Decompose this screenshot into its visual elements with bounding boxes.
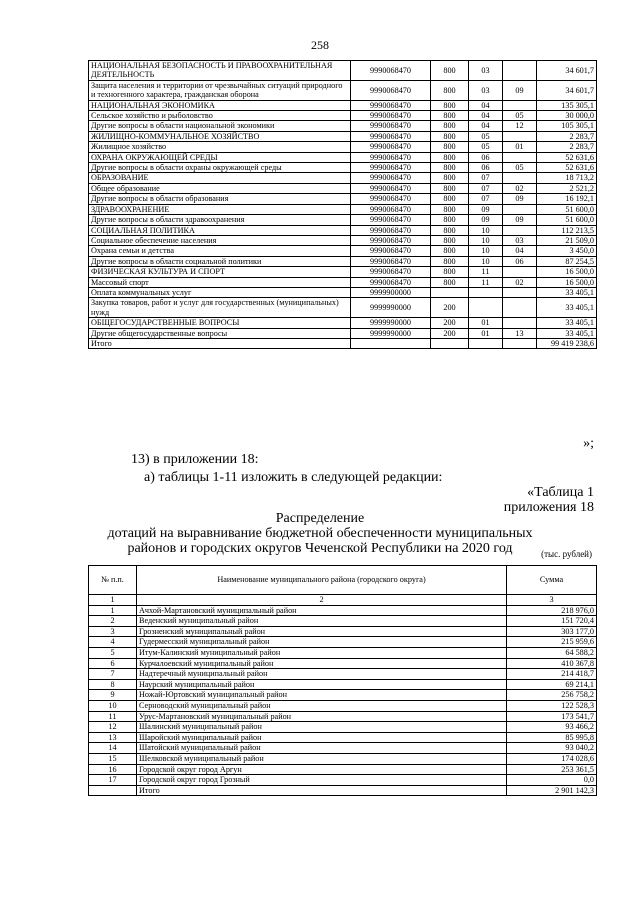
- table2-cell-num: 17: [89, 775, 137, 786]
- table1-cell-vr: 800: [431, 121, 469, 131]
- table1-row: [89, 121, 597, 131]
- table1-cell-vr: [431, 338, 469, 348]
- table1-cell-rz: 03: [469, 61, 503, 81]
- header-num: № п.п.: [89, 566, 137, 595]
- table2-cell-sum: 93 040,2: [507, 743, 597, 754]
- table2-row: [89, 753, 597, 764]
- table1-cell-vr: 800: [431, 194, 469, 204]
- table1-cell-rz: 10: [469, 246, 503, 256]
- table1-cell-vr: 200: [431, 328, 469, 338]
- table1-row: [89, 246, 597, 256]
- table2-cell-sum: 174 028,6: [507, 753, 597, 764]
- table1-cell-name: Другие вопросы в области национальной экономики: [89, 121, 351, 131]
- table1-cell-vr: 800: [431, 152, 469, 162]
- header-sum: Сумма: [507, 566, 597, 595]
- table1-cell-rz: 09: [469, 204, 503, 214]
- table1-cell-vr: 200: [431, 318, 469, 328]
- table2-row: [89, 679, 597, 690]
- table1-cell-pr: 05: [503, 111, 537, 121]
- table1-row: [89, 287, 597, 297]
- table2-index-row: [89, 595, 597, 606]
- table1-cell-sum: 16 192,1: [537, 194, 597, 204]
- table1-row: [89, 131, 597, 141]
- table1-cell-rz: 11: [469, 267, 503, 277]
- title-line2: дотаций на выравнивание бюджетной обеспеченности муниципальных: [107, 526, 533, 541]
- table1-cell-code: 9990068470: [351, 215, 431, 225]
- table1-cell-name: ЗДРАВООХРАНЕНИЕ: [89, 204, 351, 214]
- table1-cell-sum: 3 450,0: [537, 246, 597, 256]
- table1-cell-rz: 04: [469, 111, 503, 121]
- table2-cell-sum: 122 528,3: [507, 700, 597, 711]
- table1-cell-name: ЖИЛИЩНО-КОММУНАЛЬНОЕ ХОЗЯЙСТВО: [89, 131, 351, 141]
- table1-cell-sum: 30 000,0: [537, 111, 597, 121]
- expenditure-table: [88, 60, 597, 349]
- table1-cell-sum: 34 601,7: [537, 61, 597, 81]
- table1-cell-code: 9990068470: [351, 183, 431, 193]
- table1-cell-pr: [503, 318, 537, 328]
- table1-cell-code: [351, 338, 431, 348]
- table2-cell-name: Итум-Калинский муниципальный район: [137, 647, 507, 658]
- table1-cell-rz: 05: [469, 142, 503, 152]
- table1-cell-code: 9990068470: [351, 163, 431, 173]
- table1-cell-vr: 800: [431, 277, 469, 287]
- table1-cell-rz: 09: [469, 215, 503, 225]
- title-line3: районов и городских округов Чеченской Республики на 2020 год: [127, 541, 513, 556]
- table2-cell-num: 14: [89, 743, 137, 754]
- item-13: 13) в приложении 18:: [131, 452, 259, 467]
- table1-cell-sum: 33 405,1: [537, 318, 597, 328]
- table2-cell-name: Ачхой-Мартановский муниципальный район: [137, 605, 507, 616]
- table1-cell-sum: 34 601,7: [537, 80, 597, 100]
- table1-cell-pr: [503, 173, 537, 183]
- table2-cell-name: Урус-Мартановский муниципальный район: [137, 711, 507, 722]
- table2-row: [89, 605, 597, 616]
- table1-cell-code: 9990068470: [351, 256, 431, 266]
- table1-cell-name: Другие вопросы в области охраны окружающей среды: [89, 163, 351, 173]
- table1-cell-pr: 02: [503, 183, 537, 193]
- table1-cell-code: 9990068470: [351, 80, 431, 100]
- table1-cell-rz: 04: [469, 121, 503, 131]
- table1-cell-vr: 800: [431, 100, 469, 110]
- table1-cell-vr: 800: [431, 256, 469, 266]
- table2-row: [89, 722, 597, 733]
- table1-cell-rz: [469, 298, 503, 318]
- table1-row: [89, 111, 597, 121]
- table2-cell-sum: 93 466,2: [507, 722, 597, 733]
- table1-cell-vr: 800: [431, 163, 469, 173]
- table1-cell-name: НАЦИОНАЛЬНАЯ БЕЗОПАСНОСТЬ И ПРАВООХРАНИТЕЛЬНАЯ ДЕЯТЕЛЬНОСТЬ: [89, 61, 351, 81]
- table2-cell-sum: 151 720,4: [507, 616, 597, 627]
- table2-cell-num: 7: [89, 669, 137, 680]
- table1-cell-pr: [503, 131, 537, 141]
- table1-row: [89, 267, 597, 277]
- table1-cell-sum: 16 500,0: [537, 267, 597, 277]
- table2-cell-name: Городской округ город Аргун: [137, 764, 507, 775]
- table1-cell-vr: 800: [431, 111, 469, 121]
- table1-cell-code: 9999990000: [351, 328, 431, 338]
- table1-cell-name: Охрана семьи и детства: [89, 246, 351, 256]
- table2-cell-sum: 214 418,7: [507, 669, 597, 680]
- table2-cell-num: 10: [89, 700, 137, 711]
- table1-cell-name: НАЦИОНАЛЬНАЯ ЭКОНОМИКА: [89, 100, 351, 110]
- table2-row: [89, 732, 597, 743]
- table2-cell-name: Гудермесский муниципальный район: [137, 637, 507, 648]
- table1-row: [89, 163, 597, 173]
- table1-cell-sum: 112 213,5: [537, 225, 597, 235]
- title-line1: Распределение: [275, 511, 365, 526]
- table2-cell-sum: 218 976,0: [507, 605, 597, 616]
- table2-cell-sum: 85 995,8: [507, 732, 597, 743]
- table1-row: [89, 142, 597, 152]
- table1-cell-name: СОЦИАЛЬНАЯ ПОЛИТИКА: [89, 225, 351, 235]
- table1-cell-rz: 06: [469, 152, 503, 162]
- table1-cell-name: Защита населения и территории от чрезвычайных ситуаций природного и техногенного характера, гражданская оборона: [89, 80, 351, 100]
- table1-cell-pr: [503, 61, 537, 81]
- table2-row: [89, 626, 597, 637]
- table1-cell-rz: [469, 287, 503, 297]
- index-num: 1: [89, 595, 137, 606]
- table1-cell-sum: 52 631,6: [537, 163, 597, 173]
- table1-cell-code: 9990068470: [351, 225, 431, 235]
- table1-cell-pr: [503, 204, 537, 214]
- table1-cell-code: 9990068470: [351, 173, 431, 183]
- table1-cell-code: 9990068470: [351, 204, 431, 214]
- table2-cell-name: Наурский муниципальный район: [137, 679, 507, 690]
- table1-cell-name: Итого: [89, 338, 351, 348]
- table1-cell-vr: 800: [431, 204, 469, 214]
- table1-cell-code: 9990068470: [351, 277, 431, 287]
- table1-cell-pr: 12: [503, 121, 537, 131]
- table1-cell-pr: 09: [503, 194, 537, 204]
- table1-row: [89, 328, 597, 338]
- page-number: 258: [311, 38, 329, 52]
- table1-cell-code: 9990068470: [351, 235, 431, 245]
- table1-cell-pr: [503, 287, 537, 297]
- table1-cell-vr: 800: [431, 225, 469, 235]
- table2-cell-num: 16: [89, 764, 137, 775]
- table2-row: [89, 775, 597, 786]
- table1-cell-pr: 09: [503, 80, 537, 100]
- table2-cell-sum: 69 214,1: [507, 679, 597, 690]
- table1-cell-vr: 800: [431, 267, 469, 277]
- table1-cell-code: 9990068470: [351, 100, 431, 110]
- table1-cell-vr: 800: [431, 61, 469, 81]
- table1-cell-vr: 800: [431, 246, 469, 256]
- table1-cell-sum: 51 600,0: [537, 204, 597, 214]
- table1-cell-rz: 07: [469, 173, 503, 183]
- table1-row: [89, 173, 597, 183]
- table1-cell-name: ОБРАЗОВАНИЕ: [89, 173, 351, 183]
- table1-row: [89, 215, 597, 225]
- table2-cell-sum: 215 959,6: [507, 637, 597, 648]
- table1-cell-code: 9990068470: [351, 246, 431, 256]
- table2-cell-num: 13: [89, 732, 137, 743]
- table1-cell-sum: 2 283,7: [537, 142, 597, 152]
- table1-cell-sum: 2 283,7: [537, 131, 597, 141]
- table1-cell-code: 9990068470: [351, 121, 431, 131]
- table1-row: [89, 152, 597, 162]
- table1-cell-code: 9990068470: [351, 131, 431, 141]
- table2-cell-sum: 303 177,0: [507, 626, 597, 637]
- table2-cell-name: Серноводский муниципальный район: [137, 700, 507, 711]
- table2-cell-name: Итого: [137, 785, 507, 796]
- table1-cell-pr: 09: [503, 215, 537, 225]
- table1-cell-rz: 11: [469, 277, 503, 287]
- table1-cell-pr: 02: [503, 277, 537, 287]
- table1-row: [89, 183, 597, 193]
- table1-cell-name: Другие общегосударственные вопросы: [89, 328, 351, 338]
- table1-cell-pr: 04: [503, 246, 537, 256]
- table1-row: [89, 80, 597, 100]
- quote-close: »;: [583, 436, 594, 451]
- table1-cell-rz: [469, 338, 503, 348]
- table1-cell-rz: 01: [469, 318, 503, 328]
- table1-cell-name: Сельское хозяйство и рыболовство: [89, 111, 351, 121]
- table1-cell-code: 9990068470: [351, 152, 431, 162]
- table2-row: [89, 700, 597, 711]
- table2-cell-num: 2: [89, 616, 137, 627]
- table2-cell-sum: 253 361,5: [507, 764, 597, 775]
- table1-cell-pr: 05: [503, 163, 537, 173]
- table1-row: [89, 338, 597, 348]
- table2-cell-num: [89, 785, 137, 796]
- item-13a: а) таблицы 1-11 изложить в следующей редакции:: [144, 470, 443, 485]
- table1-cell-sum: 33 405,1: [537, 328, 597, 338]
- table2-cell-name: Надтеречный муниципальный район: [137, 669, 507, 680]
- table1-cell-vr: 800: [431, 131, 469, 141]
- table2-cell-sum: 256 758,2: [507, 690, 597, 701]
- table1-cell-code: 9990068470: [351, 61, 431, 81]
- table1-cell-rz: 04: [469, 100, 503, 110]
- table1-cell-pr: 06: [503, 256, 537, 266]
- table1-cell-name: ФИЗИЧЕСКАЯ КУЛЬТУРА И СПОРТ: [89, 267, 351, 277]
- table1-cell-sum: 99 419 238,6: [537, 338, 597, 348]
- table2-cell-num: 3: [89, 626, 137, 637]
- units-label: (тыс. рублей): [541, 549, 592, 559]
- table1-cell-sum: 16 500,0: [537, 277, 597, 287]
- table1-row: [89, 318, 597, 328]
- table1-cell-rz: 03: [469, 80, 503, 100]
- table1-cell-vr: 800: [431, 173, 469, 183]
- table1-cell-sum: 135 305,1: [537, 100, 597, 110]
- table1-cell-sum: 52 631,6: [537, 152, 597, 162]
- table1-cell-sum: 21 509,0: [537, 235, 597, 245]
- table1-cell-sum: 87 254,5: [537, 256, 597, 266]
- table2-cell-num: 12: [89, 722, 137, 733]
- table1-row: [89, 277, 597, 287]
- table1-cell-code: 9990068470: [351, 267, 431, 277]
- table1-row: [89, 204, 597, 214]
- table1-cell-code: 9999990000: [351, 318, 431, 328]
- table1-cell-pr: [503, 338, 537, 348]
- table2-row: [89, 647, 597, 658]
- table1-cell-code: 9990068470: [351, 142, 431, 152]
- table2-cell-sum: 0,0: [507, 775, 597, 786]
- table2-cell-name: Шалинский муниципальный район: [137, 722, 507, 733]
- table-ref-line2: приложения 18: [503, 500, 594, 515]
- table1-row: [89, 61, 597, 81]
- index-sum: 3: [507, 595, 597, 606]
- table1-cell-vr: 800: [431, 183, 469, 193]
- table2-cell-name: Шатойский муниципальный район: [137, 743, 507, 754]
- table1-cell-pr: 01: [503, 142, 537, 152]
- table1-row: [89, 298, 597, 318]
- table1-cell-name: Другие вопросы в области социальной политики: [89, 256, 351, 266]
- table2-cell-sum: 173 541,7: [507, 711, 597, 722]
- table1-cell-pr: [503, 267, 537, 277]
- table2-row: [89, 669, 597, 680]
- table1-cell-pr: 03: [503, 235, 537, 245]
- table-ref-line1: «Таблица 1: [527, 485, 594, 500]
- table2-row: [89, 764, 597, 775]
- table1-cell-vr: 800: [431, 142, 469, 152]
- table2-cell-sum: 64 588,2: [507, 647, 597, 658]
- table1-cell-name: Закупка товаров, работ и услуг для государственных (муниципальных) нужд: [89, 298, 351, 318]
- table2-cell-num: 5: [89, 647, 137, 658]
- table2-cell-num: 8: [89, 679, 137, 690]
- table1-cell-rz: 07: [469, 194, 503, 204]
- table1-row: [89, 225, 597, 235]
- table1-cell-code: 9990068470: [351, 194, 431, 204]
- table1-row: [89, 235, 597, 245]
- table1-cell-rz: 06: [469, 163, 503, 173]
- table1-cell-name: ОХРАНА ОКРУЖАЮЩЕЙ СРЕДЫ: [89, 152, 351, 162]
- table2-cell-name: Шелковской муниципальный район: [137, 753, 507, 764]
- table2-row: [89, 637, 597, 648]
- table1-cell-name: Другие вопросы в области здравоохранения: [89, 215, 351, 225]
- table1-cell-rz: 01: [469, 328, 503, 338]
- table2-cell-num: 9: [89, 690, 137, 701]
- table1-cell-vr: 200: [431, 298, 469, 318]
- table1-cell-sum: 18 713,2: [537, 173, 597, 183]
- table1-cell-code: 9999990000: [351, 298, 431, 318]
- table1-cell-pr: [503, 298, 537, 318]
- subsidies-table: [88, 565, 597, 796]
- table1-row: [89, 256, 597, 266]
- table2-cell-num: 11: [89, 711, 137, 722]
- index-name: 2: [137, 595, 507, 606]
- table1-row: [89, 194, 597, 204]
- table1-cell-rz: 10: [469, 235, 503, 245]
- table1-cell-rz: 05: [469, 131, 503, 141]
- table1-cell-sum: 33 405,1: [537, 298, 597, 318]
- table1-cell-pr: [503, 225, 537, 235]
- table2-cell-num: 15: [89, 753, 137, 764]
- table1-cell-name: Общее образование: [89, 183, 351, 193]
- table1-cell-name: Оплата коммунальных услуг: [89, 287, 351, 297]
- table2-cell-num: 6: [89, 658, 137, 669]
- table2-row: [89, 616, 597, 627]
- table1-cell-name: Жилищное хозяйство: [89, 142, 351, 152]
- table1-cell-sum: 51 600,0: [537, 215, 597, 225]
- table2-cell-name: Курчалоевский муниципальный район: [137, 658, 507, 669]
- header-name: Наименование муниципального района (городского округа): [137, 566, 507, 595]
- table1-cell-rz: 07: [469, 183, 503, 193]
- table2-cell-sum: 410 367,8: [507, 658, 597, 669]
- table2-row: [89, 658, 597, 669]
- table2-row: [89, 690, 597, 701]
- table1-row: [89, 100, 597, 110]
- table1-cell-sum: 33 405,1: [537, 287, 597, 297]
- table1-cell-vr: [431, 287, 469, 297]
- table2-header-row: [89, 566, 597, 595]
- table1-cell-code: 9999900000: [351, 287, 431, 297]
- table2-cell-sum: 2 901 142,3: [507, 785, 597, 796]
- table1-cell-name: ОБЩЕГОСУДАРСТВЕННЫЕ ВОПРОСЫ: [89, 318, 351, 328]
- table1-cell-sum: 2 521,2: [537, 183, 597, 193]
- table1-cell-pr: [503, 152, 537, 162]
- table2-cell-name: Ножай-Юртовский муниципальный район: [137, 690, 507, 701]
- table1-cell-name: Социальное обеспечение населения: [89, 235, 351, 245]
- table1-cell-vr: 800: [431, 235, 469, 245]
- table2-cell-num: 4: [89, 637, 137, 648]
- table2-row: [89, 785, 597, 796]
- table2-cell-name: Шаройский муниципальный район: [137, 732, 507, 743]
- table2-row: [89, 711, 597, 722]
- table1-cell-sum: 105 305,1: [537, 121, 597, 131]
- table1-cell-rz: 10: [469, 256, 503, 266]
- table2-cell-name: Грозненский муниципальный район: [137, 626, 507, 637]
- table1-cell-code: 9990068470: [351, 111, 431, 121]
- table2-row: [89, 743, 597, 754]
- table1-cell-pr: [503, 100, 537, 110]
- table1-cell-pr: 13: [503, 328, 537, 338]
- table1-cell-name: Массовый спорт: [89, 277, 351, 287]
- table2-cell-name: Городской округ город Грозный: [137, 775, 507, 786]
- table1-cell-name: Другие вопросы в области образования: [89, 194, 351, 204]
- table1-cell-vr: 800: [431, 215, 469, 225]
- table2-cell-name: Веденский муниципальный район: [137, 616, 507, 627]
- table1-cell-rz: 10: [469, 225, 503, 235]
- table2-cell-num: 1: [89, 605, 137, 616]
- table1-cell-vr: 800: [431, 80, 469, 100]
